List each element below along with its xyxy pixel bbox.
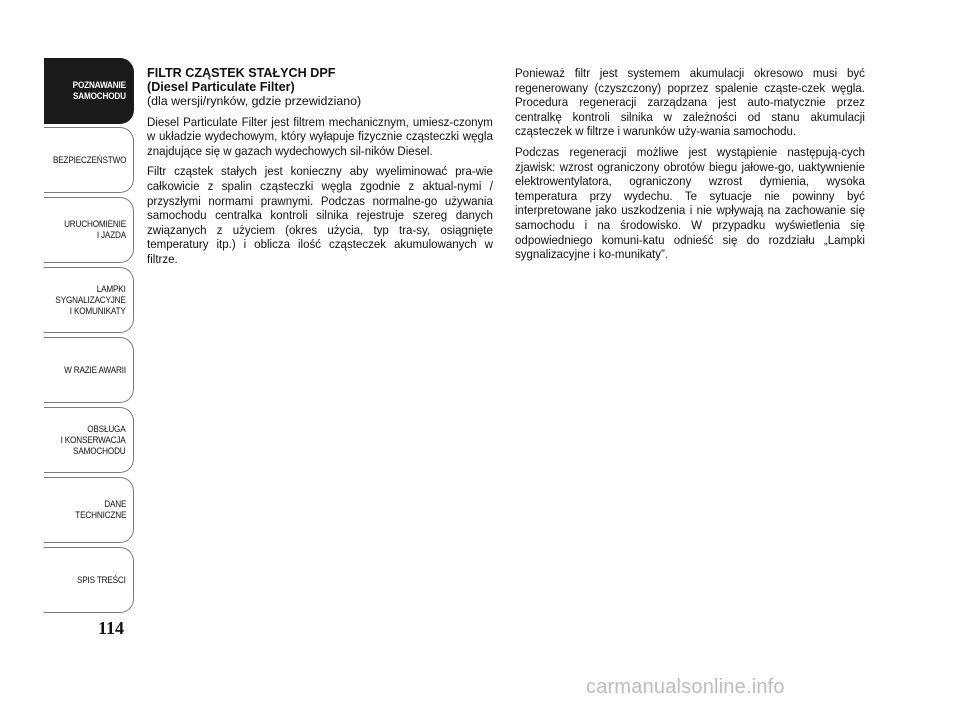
tab-bezpieczenstwo[interactable]	[44, 127, 134, 193]
left-column	[147, 66, 493, 273]
paragraph: Filtr cząstek stałych jest konieczny aby wyeliminować pra-wie całkowicie z spalin cząsteczki węgla zgodnie z aktual-nymi / przyszłymi normami prawnymi. Podczas normalne-go używania samochodu centralka kontroli silnika rejestruje szereg danych związanych z użyciem (okres użycia, typ tra-sy, osiągnięte temperatury itp.) i oblicza ilość cząsteczek akumulowanych w filtrze.	[147, 164, 493, 266]
section-title: FILTR CZĄSTEK STAŁYCH DPF	[147, 66, 336, 80]
paragraph: Podczas regeneracji możliwe jest wystąpienie następują-cych zjawisk: wzrost ograniczony obrotów biegu jałowe-go, uaktywnienie elektrowentylatora, ograniczony wzrost dymienia, wysoka temperatura przy wydechu. Te sytuacje nie powinny być interpretowane jako uszkodzenia i nie wpływają na zachowanie się samochodu i na środowisko. W przypadku wyświetlenia się odpowiedniego komuni-katu odnieść się do rozdziału „Lampki sygnalizacyjne i ko-munikaty”.	[515, 144, 865, 262]
tab-label: SPIS TREŚCI	[77, 574, 126, 586]
paragraph: Ponieważ filtr jest systemem akumulacji okresowo musi być regenerowany (czyszczony) poprzez spalenie cząste-czek węgla. Procedura regeneracji zarządzana jest auto-matycznie przez centralkę kontroli silnika w zależności od stanu akumulacji cząsteczek w filtrze i warunków uży-wania samochodu.	[515, 66, 865, 139]
paragraph: Diesel Particulate Filter jest filtrem mechanicznym, umiesz-czonym w układzie wydechowym, który wyłapuje fizycznie cząsteczki węgla znajdujące się w gazach wydechowych sil-ników Diesel.	[147, 114, 493, 158]
tab-lampki-sygnalizacyjne[interactable]	[44, 267, 134, 333]
tab-label: DANE TECHNICZNE	[75, 499, 126, 521]
tab-label: BEZPIECZEŃSTWO	[52, 154, 126, 166]
tab-spis-tresci[interactable]	[44, 547, 134, 613]
tab-w-razie-awarii[interactable]	[44, 337, 134, 403]
tab-label: POZNAWANIE SAMOCHODU	[72, 80, 126, 102]
tab-label: LAMPKI SYGNALIZACYJNE I KOMUNIKATY	[55, 283, 126, 317]
page-number: 114	[98, 618, 125, 638]
tab-dane-techniczne[interactable]	[44, 477, 134, 543]
tab-poznawanie-samochodu[interactable]	[44, 58, 134, 124]
watermark: carmanualsonline.info	[586, 676, 785, 698]
right-column	[515, 66, 865, 268]
tab-uruchomienie-i-jazda[interactable]	[44, 197, 134, 263]
tab-obsluga-i-konserwacja[interactable]	[44, 407, 134, 473]
tab-label: W RAZIE AWARII	[64, 364, 126, 376]
section-note: (dla wersji/rynków, gdzie przewidziano)	[147, 94, 362, 108]
section-title-sub: (Diesel Particulate Filter)	[147, 80, 295, 94]
tab-label: OBSŁUGA I KONSERWACJA SAMOCHODU	[61, 423, 126, 457]
tab-label: URUCHOMIENIE I JAZDA	[64, 219, 126, 241]
